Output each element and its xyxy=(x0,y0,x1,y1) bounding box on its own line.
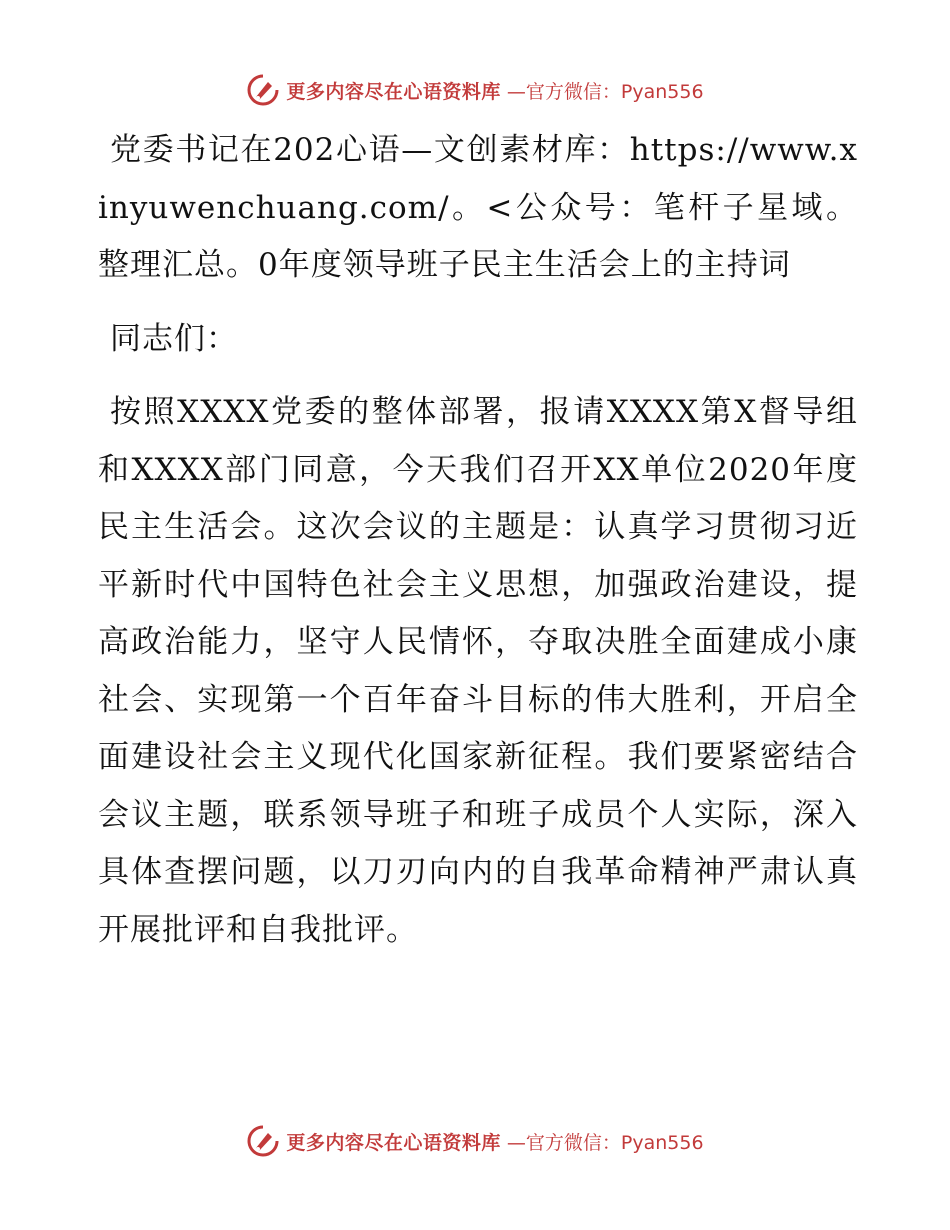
footer-banner xyxy=(0,1121,950,1161)
banner-contact: —官方微信：Pyan556 xyxy=(506,80,704,103)
header-banner xyxy=(0,70,950,110)
banner-text: 更多内容尽在心语资料库 xyxy=(286,80,501,103)
pen-nib-circle-icon xyxy=(246,1124,280,1158)
pen-nib-circle-icon xyxy=(246,73,280,107)
banner-text: 更多内容尽在心语资料库 xyxy=(286,1131,501,1154)
document-body xyxy=(98,122,858,975)
banner-contact: —官方微信：Pyan556 xyxy=(506,1131,704,1154)
document-title-paragraph: 党委书记在202心语—文创素材库：https://www.xinyuwenchuang.com/。<公众号：笔杆子星域。整理汇总。0年度领导班子民主生活会上的主持词 xyxy=(98,132,858,283)
salutation-paragraph: 同志们： xyxy=(110,320,238,357)
body-paragraph: 按照XXXX党委的整体部署，报请XXXX第X督导组和XXXX部门同意，今天我们召开XX单位2020年度民主生活会。这次会议的主题是：认真学习贯彻习近平新时代中国特色社会主义思想，加强政治建设，提高政治能力，坚守人民情怀，夺取决胜全面建成小康社会、实现第一个百年奋斗目标的伟大胜利，开启全面建设社会主义现代化国家新征程。我们要紧密结合会议主题，联系领导班子和班子成员个人实际，深入具体查摆问题，以刀刃向内的自我革命精神严肃认真开展批评和自我批评。 xyxy=(98,394,858,948)
